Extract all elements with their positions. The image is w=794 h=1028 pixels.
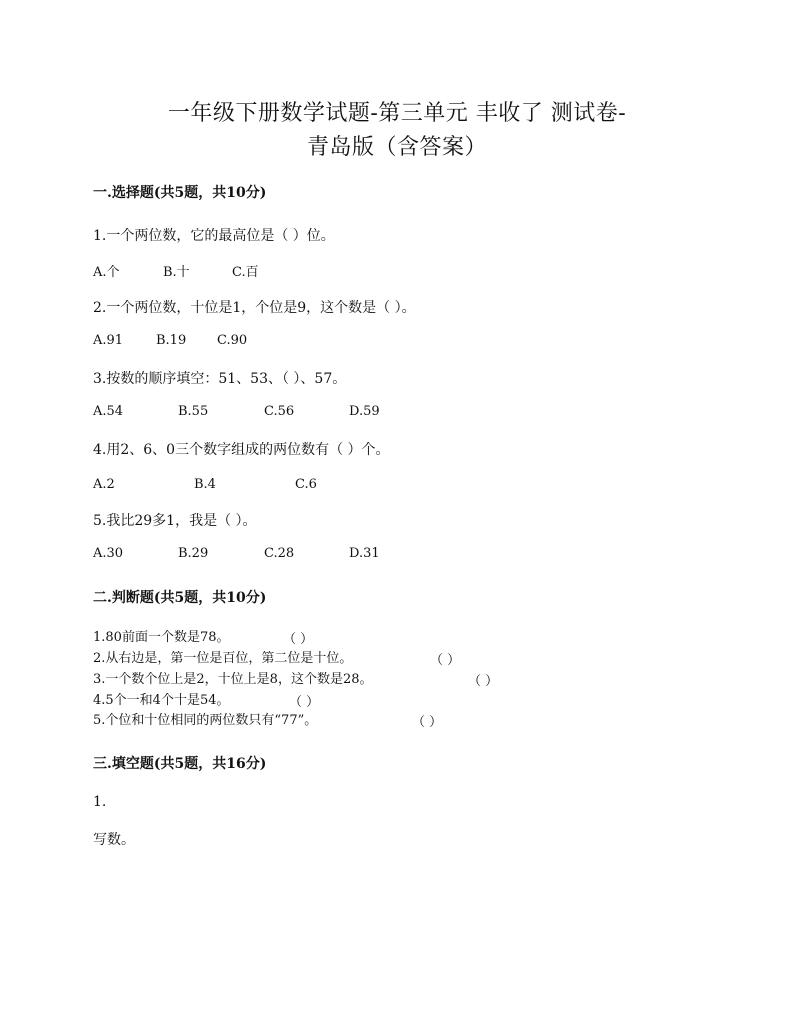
choice-q3-option-d: D.59 — [349, 404, 380, 419]
choice-q1-option-a: A.个 — [93, 265, 120, 280]
choice-q5-option-d: D.31 — [349, 546, 380, 561]
choice-q4-option-c: C.6 — [295, 477, 317, 492]
section-heading-judgement: 二.判断题(共5题，共10分) — [93, 590, 267, 606]
section-heading-fill-in: 三.填空题(共5题，共16分) — [93, 756, 267, 772]
choice-question-3: 3.按数的顺序填空：51、53、（ ）、57。 — [93, 371, 347, 387]
judge-item-1-blank: （ ） — [283, 632, 314, 647]
choice-question-1: 1.一个两位数，它的最高位是（ ）位。 — [93, 228, 335, 244]
judge-item-2: 2.从右边是，第一位是百位，第二位是十位。 — [93, 651, 353, 666]
choice-q4-option-b: B.4 — [194, 477, 216, 492]
choice-q1-option-b: B.十 — [163, 265, 190, 280]
choice-q5-option-a: A.30 — [93, 546, 124, 561]
choice-q3-option-c: C.56 — [264, 404, 295, 419]
choice-q5-option-c: C.28 — [264, 546, 295, 561]
choice-q5-option-b: B.29 — [178, 546, 209, 561]
judge-item-3: 3.一个数个位上是2，十位上是8，这个数是28。 — [93, 672, 373, 687]
choice-question-2: 2.一个两位数，十位是1，个位是9，这个数是（ ）。 — [93, 300, 416, 316]
section-heading-choice: 一.选择题(共5题，共10分) — [93, 185, 267, 201]
judge-item-5: 5.个位和十位相同的两位数只有“77”。 — [93, 713, 318, 728]
choice-q2-option-a: A.91 — [93, 333, 124, 348]
page-title-line2: 青岛版（含答案） — [306, 135, 487, 160]
judge-item-3-blank: （ ） — [468, 674, 499, 689]
page-title-line1: 一年级下册数学试题-第三单元 丰收了 测试卷- — [167, 101, 627, 126]
judge-item-2-blank: （ ） — [430, 653, 461, 668]
fill-question-1-text: 写数。 — [93, 832, 135, 848]
fill-question-1-number: 1. — [93, 794, 107, 810]
judge-item-4-blank: （ ） — [289, 695, 320, 710]
choice-q2-option-c: C.90 — [217, 333, 248, 348]
choice-q1-option-c: C.百 — [232, 265, 259, 280]
choice-q3-option-b: B.55 — [178, 404, 209, 419]
choice-q2-option-b: B.19 — [156, 333, 187, 348]
judge-item-5-blank: （ ） — [412, 715, 443, 730]
choice-question-5: 5.我比29多1，我是（ ）。 — [93, 513, 257, 529]
choice-question-4: 4.用2、6、0三个数字组成的两位数有（ ）个。 — [93, 442, 390, 458]
choice-q4-option-a: A.2 — [93, 477, 115, 492]
choice-q3-option-a: A.54 — [93, 404, 124, 419]
judge-item-4: 4.5个一和4个十是54。 — [93, 693, 230, 708]
judge-item-1: 1.80前面一个数是78。 — [93, 630, 230, 645]
